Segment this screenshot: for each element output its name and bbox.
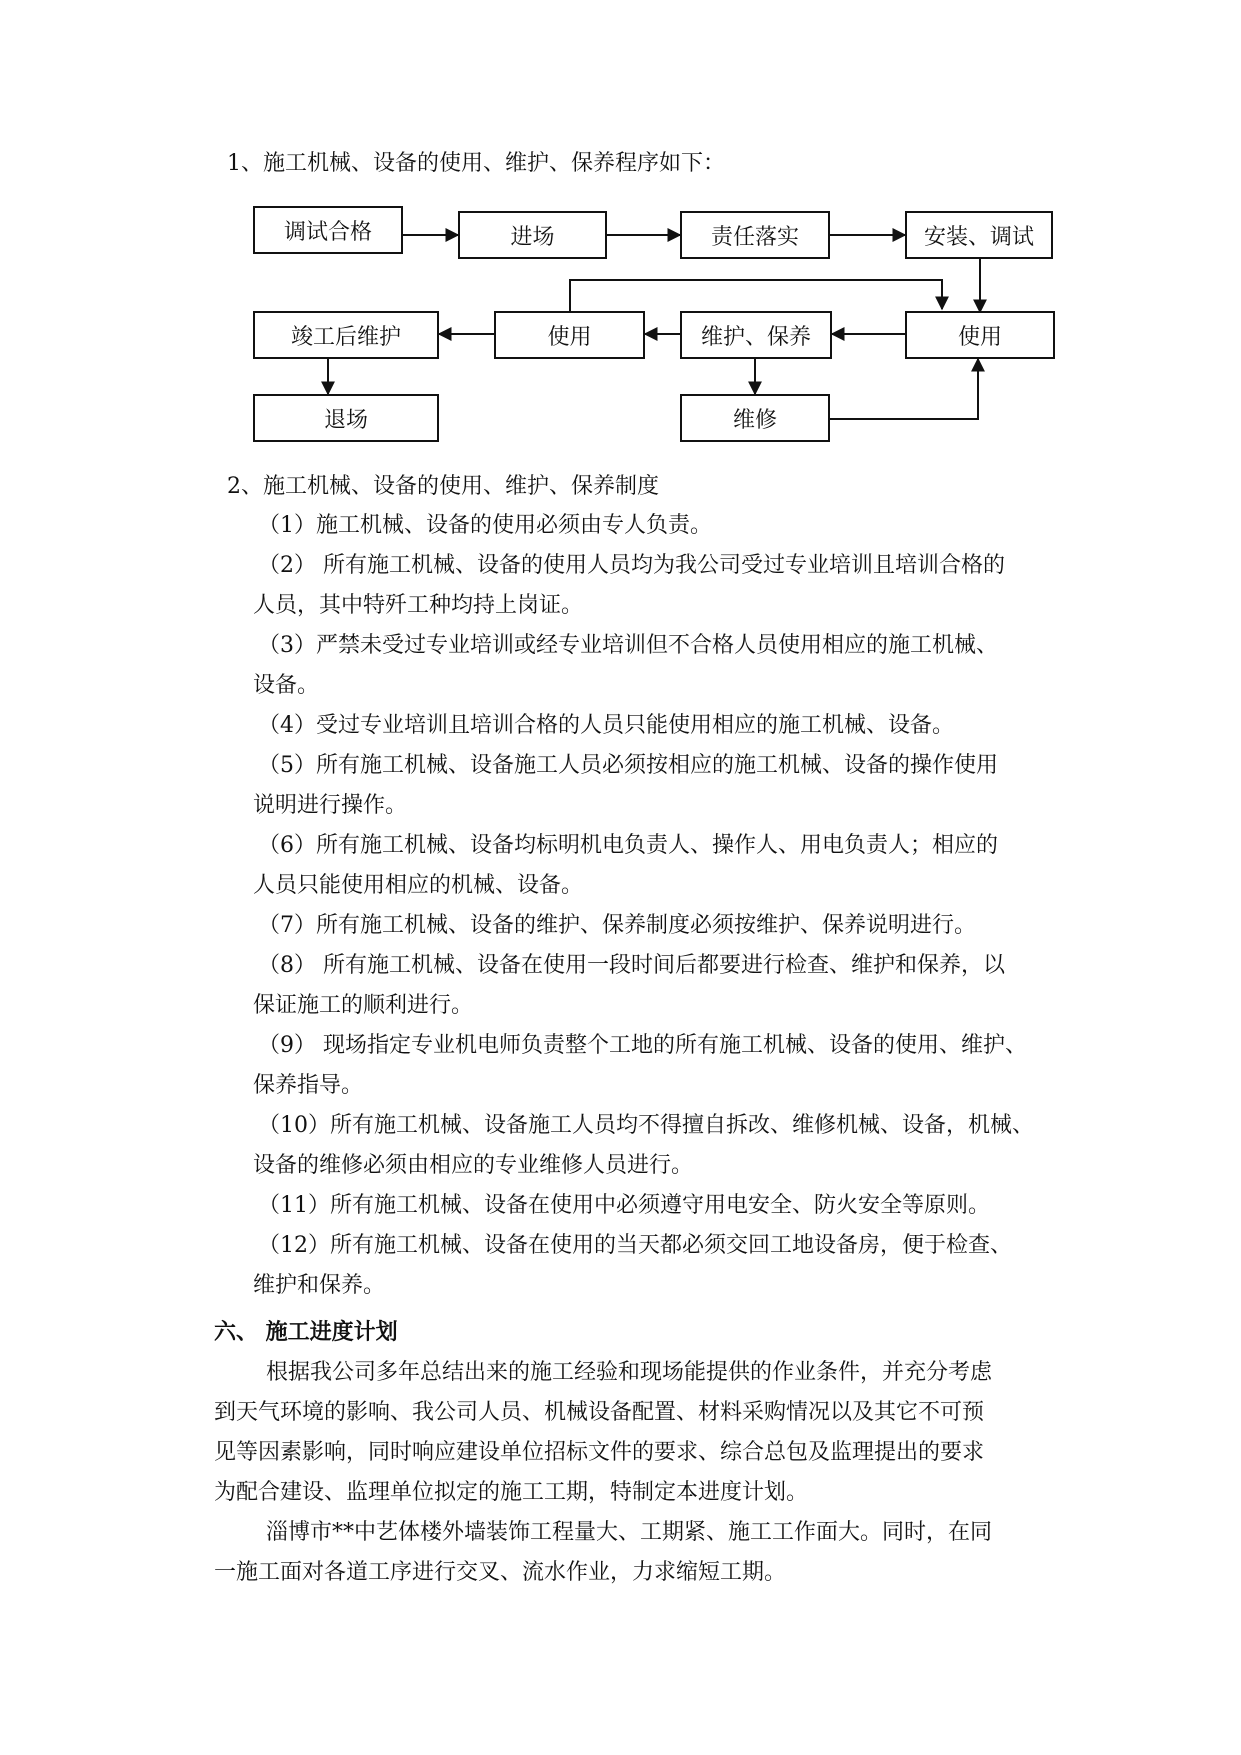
rule-line: （1）施工机械、设备的使用必须由专人负责。: [258, 513, 712, 538]
section2-title: 2、施工机械、设备的使用、维护、保养制度: [227, 474, 659, 499]
rule-line: 人员只能使用相应的机械、设备。: [253, 873, 584, 898]
rule-line: 保养指导。: [253, 1073, 364, 1098]
rule-line: （6）所有施工机械、设备均标明机电负责人、操作人、用电负责人；相应的: [258, 833, 998, 858]
rule-line: （3）严禁未受过专业培训或经专业培训但不合格人员使用相应的施工机械、: [258, 633, 998, 658]
rule-line: （8） 所有施工机械、设备在使用一段时间后都要进行检查、维护和保养，以: [258, 953, 1005, 978]
paragraph-line: 根据我公司多年总结出来的施工经验和现场能提供的作业条件，并充分考虑: [266, 1360, 993, 1385]
flow-node-responsibility: 责任落实: [680, 211, 830, 259]
rule-line: （7）所有施工机械、设备的维护、保养制度必须按维护、保养说明进行。: [258, 913, 976, 938]
rule-line: 人员，其中特歼工种均持上岗证。: [253, 593, 584, 618]
flow-node-qualified: 调试合格: [253, 206, 403, 254]
rule-line: 设备。: [253, 673, 320, 698]
flow-node-maintain: 维护、保养: [680, 311, 832, 359]
rule-line: （11）所有施工机械、设备在使用中必须遵守用电安全、防火安全等原则。: [258, 1193, 990, 1218]
rule-line: （4）受过专业培训且培训合格的人员只能使用相应的施工机械、设备。: [258, 713, 954, 738]
flow-node-exit: 退场: [253, 394, 439, 442]
flow-node-install: 安装、调试: [905, 211, 1053, 259]
flowchart-connectors: [0, 0, 1241, 460]
flow-node-use-right: 使用: [905, 311, 1055, 359]
paragraph-line: 见等因素影响，同时响应建设单位招标文件的要求、综合总包及监理提出的要求: [214, 1440, 985, 1465]
rule-line: 保证施工的顺利进行。: [253, 993, 474, 1018]
arrow-use-mid-loop: [570, 280, 942, 311]
paragraph-line: 一施工面对各道工序进行交叉、流水作业，力求缩短工期。: [214, 1560, 787, 1585]
rule-line: （10）所有施工机械、设备施工人员均不得擅自拆改、维修机械、设备，机械、: [258, 1113, 1034, 1138]
rule-line: （5）所有施工机械、设备施工人员必须按相应的施工机械、设备的操作使用: [258, 753, 998, 778]
section6-heading: 六、 施工进度计划: [214, 1320, 398, 1345]
rule-line: 说明进行操作。: [253, 793, 408, 818]
paragraph-line: 为配合建设、监理单位拟定的施工工期，特制定本进度计划。: [214, 1480, 809, 1505]
paragraph-line: 淄博市**中艺体楼外墙装饰工程量大、工期紧、施工工作面大。同时，在同: [266, 1520, 993, 1545]
rule-line: （2） 所有施工机械、设备的使用人员均为我公司受过专业培训且培训合格的: [258, 553, 1005, 578]
flow-node-repair: 维修: [680, 394, 830, 442]
paragraph-line: 到天气环境的影响、我公司人员、机械设备配置、材料采购情况以及其它不可预: [214, 1400, 985, 1425]
flow-node-post-completion: 竣工后维护: [253, 311, 439, 359]
section1-title: 1、施工机械、设备的使用、维护、保养程序如下：: [227, 151, 725, 176]
flow-node-use-mid: 使用: [494, 311, 645, 359]
rule-line: 维护和保养。: [253, 1273, 386, 1298]
flow-node-enter: 进场: [458, 211, 607, 259]
arrow-repair-to-use-right: [830, 359, 978, 419]
rule-line: 设备的维修必须由相应的专业维修人员进行。: [253, 1153, 694, 1178]
rule-line: （12）所有施工机械、设备在使用的当天都必须交回工地设备房，便于检查、: [258, 1233, 1012, 1258]
rule-line: （9） 现场指定专业机电师负责整个工地的所有施工机械、设备的使用、维护、: [258, 1033, 1027, 1058]
